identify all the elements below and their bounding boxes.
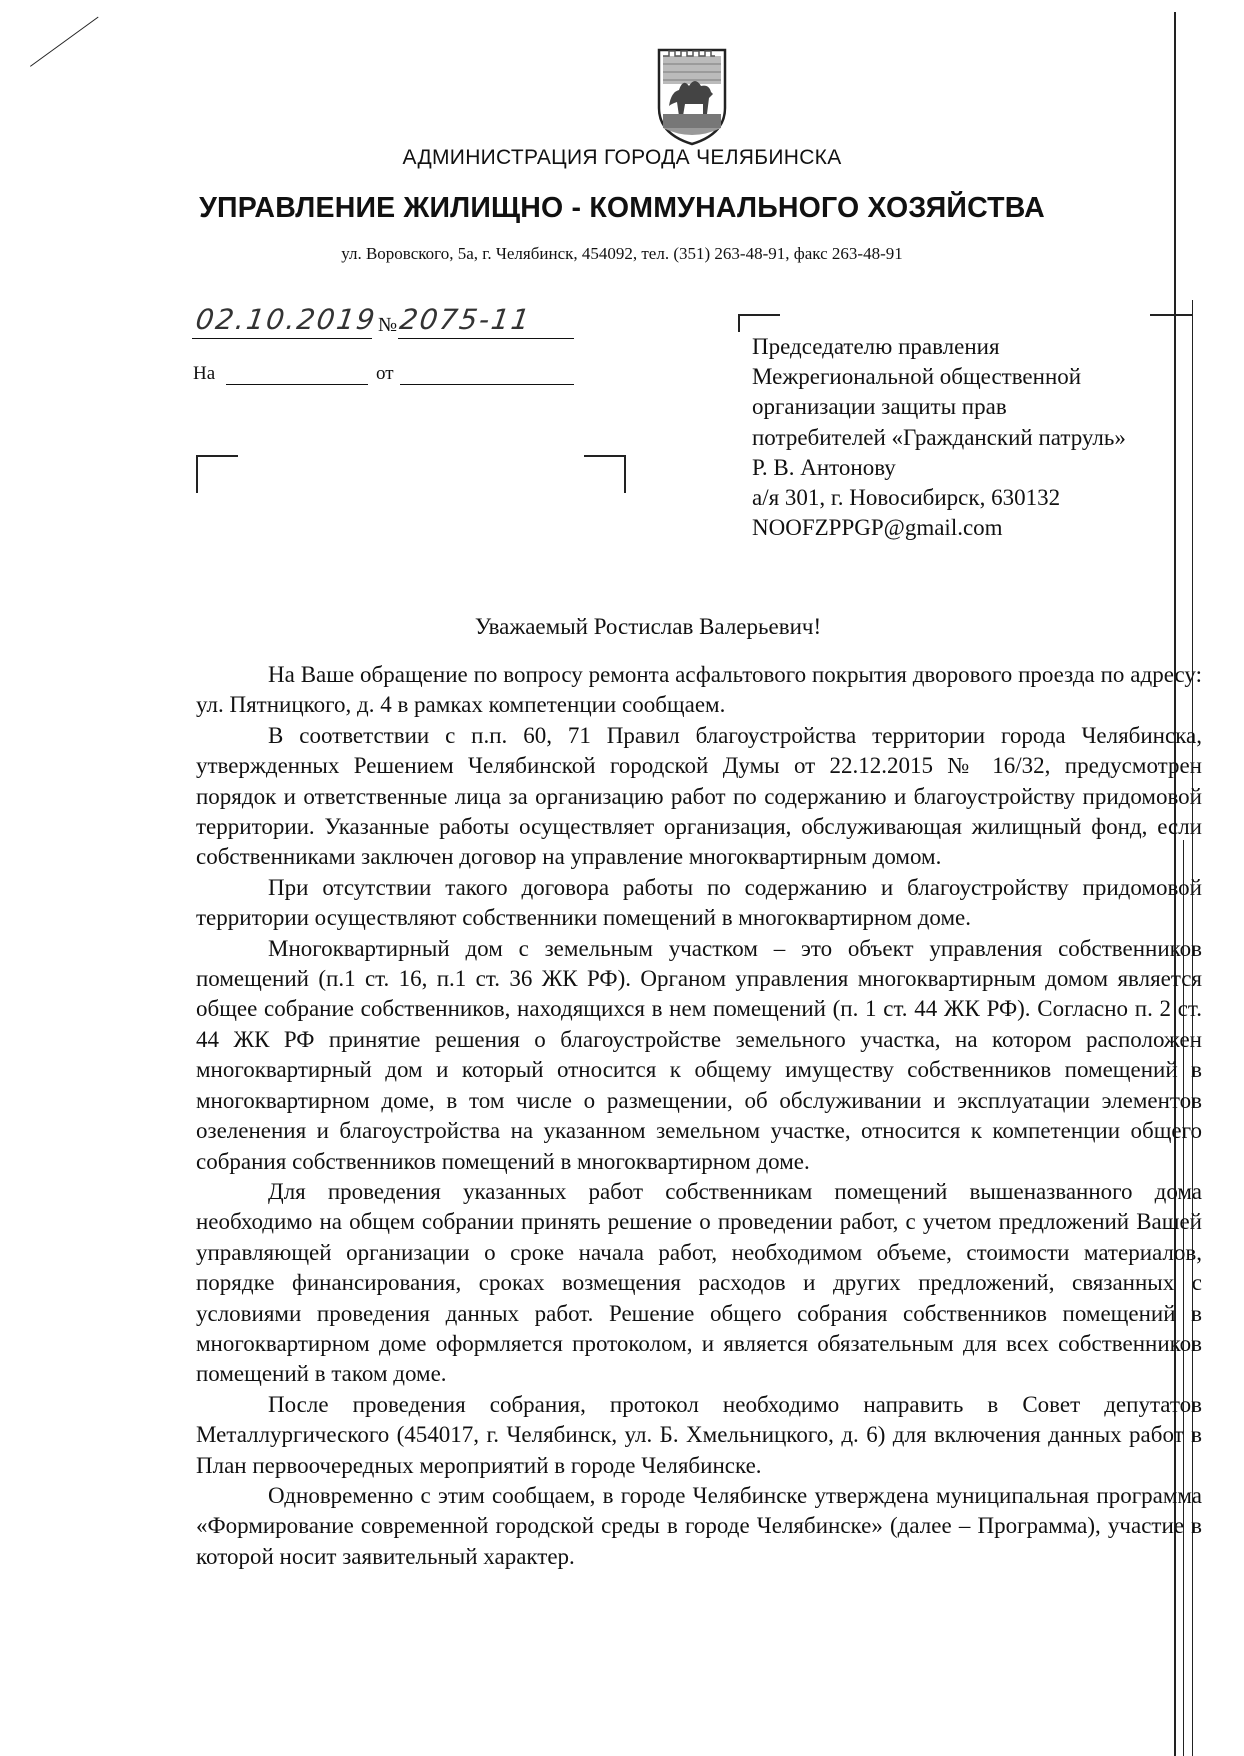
recipient-line: а/я 301, г. Новосибирск, 630132	[752, 485, 1061, 511]
corner-mark-top-left	[196, 455, 238, 457]
recipient-corner-top-left-v	[738, 314, 740, 332]
registration-date: 02.10.2019	[193, 303, 379, 336]
registration-number: 2075-11	[397, 303, 534, 336]
reference-date-blank	[400, 384, 574, 385]
body-paragraph: После проведения собрания, протокол необходимо направить в Совет депутатов Металлургического (454017, г. Челябинск, ул. Б. Хмельницкого, д. 6) для включения данных работ в План первоочередных мероприятий в городе Челябинске.	[196, 1391, 1202, 1478]
body-paragraph: Многоквартирный дом с земельным участком – это объект управления собственников помещений (п.1 ст. 16, п.1 ст. 36 ЖК РФ). Органом управления многоквартирным домом является общее собрание собственников, находящихся в нем помещений (п. 1 ст. 44 ЖК РФ). Согласно п. 2 ст. 44 ЖК РФ принятие решения о благоустройстве земельного участка, на котором расположен многоквартирный дом и который относится к общему имуществу собственников помещений в многоквартирном доме, в том числе о размещении, об обслуживании и эксплуатации элементов озеленения и благоустройства на указанном земельном участке, относится к компетенции общего собрания собственников помещений в многоквартирном доме.	[196, 935, 1202, 1174]
reference-from-label: от	[376, 363, 394, 384]
corner-mark-top-right	[584, 455, 626, 457]
recipient-corner-top-left	[738, 314, 780, 316]
recipient-line: Председателю правления	[752, 334, 1000, 359]
recipient-line: организации защиты прав	[752, 394, 1007, 420]
registration-number-underline	[398, 338, 574, 339]
recipient-line: Р. В. Антонову	[752, 454, 896, 480]
registration-date-underline	[192, 338, 372, 339]
reference-number-blank	[226, 384, 368, 385]
recipient-email: NOOFZPPGP@gmail.com	[752, 515, 1003, 541]
body-paragraph: В соответствии с п.п. 60, 71 Правил благоустройства территории города Челябинска, утвержденных Решением Челябинской городской Думы от 22.12.2015 № 16/32, предусмотрен порядок и ответственные лица за организацию работ по содержанию и благоустройству придомовой территории. Указанные работы осуществляет организация, обслуживающая жилищный фонд, если собственниками заключен договор на управление многоквартирным домом.	[196, 722, 1202, 870]
department-name: УПРАВЛЕНИЕ ЖИЛИЩНО - КОММУНАЛЬНОГО ХОЗЯЙСТВА	[199, 192, 1045, 224]
body-paragraph: Одновременно с этим сообщаем, в городе Челябинске утверждена муниципальная программа «Формирование современной городской среды в городе Челябинске» (далее – Программа), участие в которой носит заявительный характер.	[196, 1482, 1202, 1569]
salutation: Уважаемый Ростислав Валерьевич!	[474, 614, 822, 639]
recipient-line: потребителей «Гражданский патруль»	[752, 424, 1126, 450]
recipient-block	[752, 332, 1126, 543]
registration-number-label: №	[378, 314, 398, 336]
recipient-corner-top-right	[1150, 314, 1192, 316]
administration-name: АДМИНИСТРАЦИЯ ГОРОДА ЧЕЛЯБИНСКА	[402, 146, 842, 169]
body-paragraph: Для проведения указанных работ собственникам помещений вышеназванного дома необходимо на общем собрании принять решение о проведении работ, с учетом предложений Вашей управляющей организации о сроке начала работ, необходимом объеме, стоимости материалов, порядке финансирования, сроках возмещения расходов и других предложений, связанных с условиями проведения данных работ. Решение общего собрания собственников помещений в многоквартирном доме оформляется протоколом, и является обязательным для всех собственников помещений в таком доме.	[196, 1178, 1202, 1387]
reference-label: На	[193, 363, 216, 384]
recipient-line: Межрегиональной общественной	[752, 364, 1082, 390]
city-emblem-icon	[655, 42, 729, 146]
corner-mark-top-right-v	[624, 455, 626, 493]
letter-body	[196, 660, 1202, 1572]
scan-corner-mark	[30, 17, 99, 67]
body-paragraph: На Ваше обращение по вопросу ремонта асфальтового покрытия дворового проезда по адресу: ул. Пятницкого, д. 4 в рамках компетенции сообщаем.	[196, 662, 1202, 718]
department-address: ул. Воровского, 5а, г. Челябинск, 454092, тел. (351) 263-48-91, факс 263-48-91	[341, 244, 903, 263]
corner-mark-top-left-v	[196, 455, 198, 493]
body-paragraph: При отсутствии такого договора работы по содержанию и благоустройству придомовой территории осуществляют собственники помещений в многоквартирном доме.	[196, 874, 1202, 931]
